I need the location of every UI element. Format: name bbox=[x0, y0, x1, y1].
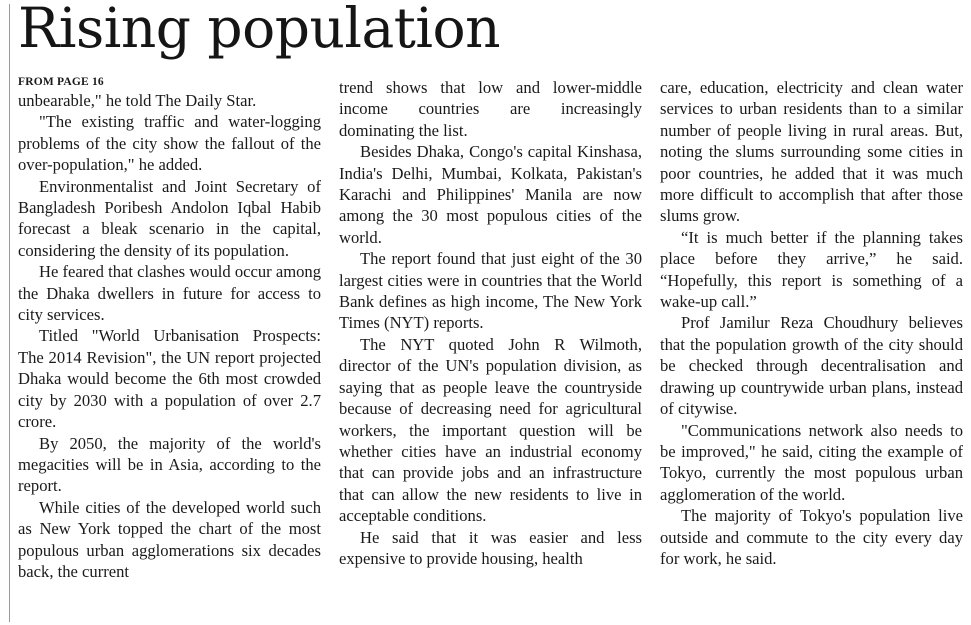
paragraph: Titled "World Urbanisation Prospects: The 2014 Revision", the UN report projected Dhaka would become the 6th most crowded city by 2030 with a population of over 2.7 crore. bbox=[18, 326, 321, 432]
headline: Rising population bbox=[18, 0, 500, 60]
page-jump-label: FROM PAGE 16 bbox=[18, 76, 104, 88]
paragraph: The report found that just eight of the 30 largest cities were in countries that the World Bank defines as high income, The New York Times (NYT) reports. bbox=[339, 249, 642, 333]
paragraph: By 2050, the majority of the world's megacities will be in Asia, according to the report. bbox=[18, 433, 321, 496]
paragraph: "Communications network also needs to be improved," he said, citing the example of Tokyo, currently the most populous urban agglomeration of the world. bbox=[660, 420, 963, 504]
article-column-2 bbox=[339, 77, 642, 625]
article-column-3 bbox=[660, 77, 963, 625]
paragraph: The majority of Tokyo's population live outside and commute to the city every day for work, he said. bbox=[660, 506, 963, 568]
paragraph: Prof Jamilur Reza Choudhury believes that the population growth of the city should be checked through decentralisation and drawing up countrywide urban plans, instead of citywise. bbox=[660, 313, 963, 419]
paragraph: Environmentalist and Joint Secretary of Bangladesh Poribesh Andolon Iqbal Habib forecast a bleak scenario in the capital, considering the density of its population. bbox=[18, 176, 321, 260]
paragraph: He feared that clashes would occur among the Dhaka dwellers in future for access to city services. bbox=[18, 262, 321, 325]
paragraph: He said that it was easier and less expensive to provide housing, health bbox=[339, 527, 642, 568]
paragraph: “It is much better if the planning takes place before they arrive,” he said. “Hopefully, this report is something of a wake-up call.” bbox=[660, 227, 963, 312]
left-column-rule bbox=[9, 4, 10, 622]
paragraph: While cities of the developed world such as New York topped the chart of the most populous urban agglomerations six decades back, the current bbox=[18, 497, 321, 581]
paragraph: trend shows that low and lower-middle income countries are increasingly dominating the list. bbox=[339, 78, 642, 140]
paragraph: Besides Dhaka, Congo's capital Kinshasa, India's Delhi, Mumbai, Kolkata, Pakistan's Karachi and Philippines' Manila are now among the 30 most populous cities of the world. bbox=[339, 142, 642, 247]
paragraph: The NYT quoted John R Wilmoth, director of the UN's population division, as saying that as people leave the countryside because of decreasing need for agricultural workers, the important question will be whether cities have an industrial economy that can provide jobs and an infrastructure that can allow the new residents to live in acceptable conditions. bbox=[339, 334, 642, 526]
article-column-1 bbox=[18, 76, 321, 624]
paragraph: "The existing traffic and water-logging problems of the city show the fallout of the over-population," he added. bbox=[18, 112, 321, 175]
paragraph: unbearable," he told The Daily Star. bbox=[18, 91, 257, 110]
paragraph: care, education, electricity and clean water services to urban residents than to a similar number of people living in rural areas. But, noting the slums surrounding some cities in poor countries, he added that it was much more difficult to accomplish that after those slums grow. bbox=[660, 78, 963, 226]
